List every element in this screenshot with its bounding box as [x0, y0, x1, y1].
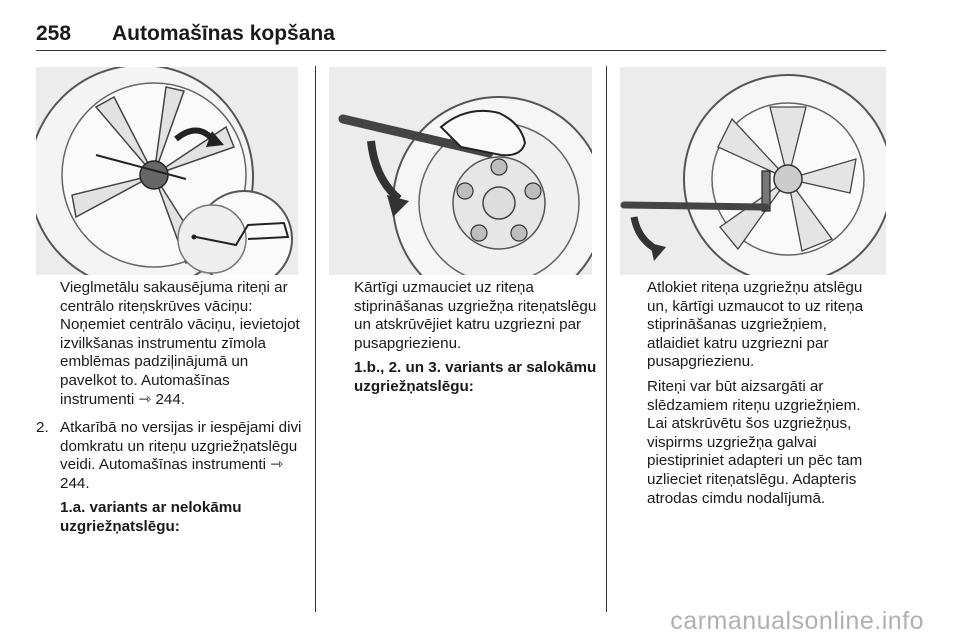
- column-1-list: [36, 413, 304, 543]
- page-number: 258: [36, 22, 72, 45]
- folding-wrench-on-wheel-icon: [620, 67, 886, 275]
- alloy-wheel-hubcap-icon: [36, 67, 298, 275]
- paragraph: Atlokiet riteņa uzgriežņu atslēgu un, kārtīgi uzmaucot to uz riteņa stiprināšanas uzgriežņiem, atlaidiet katru uzgriezni par pusapgriezienu.: [647, 279, 864, 371]
- list-item: [36, 419, 304, 537]
- paragraph: Vieglmetālu sakausējuma riteņi ar centrālo riteņskrūves vāciņu: Noņemiet centrālo vāciņu, ievietojot izvilkšanas instrumentu zīmola emblēmas padziļinājumā un pavelkot to. Automašīnas instrumenti ⇾ 244.: [60, 279, 300, 408]
- page-header: [36, 22, 886, 48]
- subheading: 1.a. variants ar nelokāmu uzgriežņatslēgu:: [60, 499, 242, 535]
- paragraph: Riteņi var būt aizsargāti ar slēdzamiem riteņu uzgriežņiem. Lai atskrūvētu šos uzgriežņus, vispirms uzgriežņa galvai piestipriniet adapteri un pēc tam uzlieciet riteņatslēgu. Adapteris atrodas cimdu nodalījumā.: [647, 377, 863, 507]
- page-title: Automašīnas kopšana: [112, 22, 335, 45]
- list-item-text: Atkarībā no versijas ir iespējami divi domkratu un riteņu uzgriežņatslēgu veidi. Automašīnas instrumenti ⇾ 244.: [60, 419, 302, 492]
- header-divider: [36, 50, 886, 51]
- paragraph: Kārtīgi uzmauciet uz riteņa stiprināšanas uzgriežņa riteņatslēgu un atskrūvējiet katru uzgriezni par pusapgriezienu.: [354, 279, 597, 352]
- watermark: carmanualsonline.info: [670, 607, 924, 635]
- column-divider: [606, 66, 607, 612]
- column-3-text: [647, 279, 883, 514]
- column-2-text: [354, 279, 598, 403]
- list-number: 2.: [36, 419, 49, 436]
- column-1-text: [60, 279, 304, 415]
- wrench-on-wheel-icon: [329, 67, 592, 275]
- subheading: 1.b., 2. un 3. variants ar salokāmu uzgriežņatslēgu:: [354, 359, 597, 395]
- column-divider: [315, 66, 316, 612]
